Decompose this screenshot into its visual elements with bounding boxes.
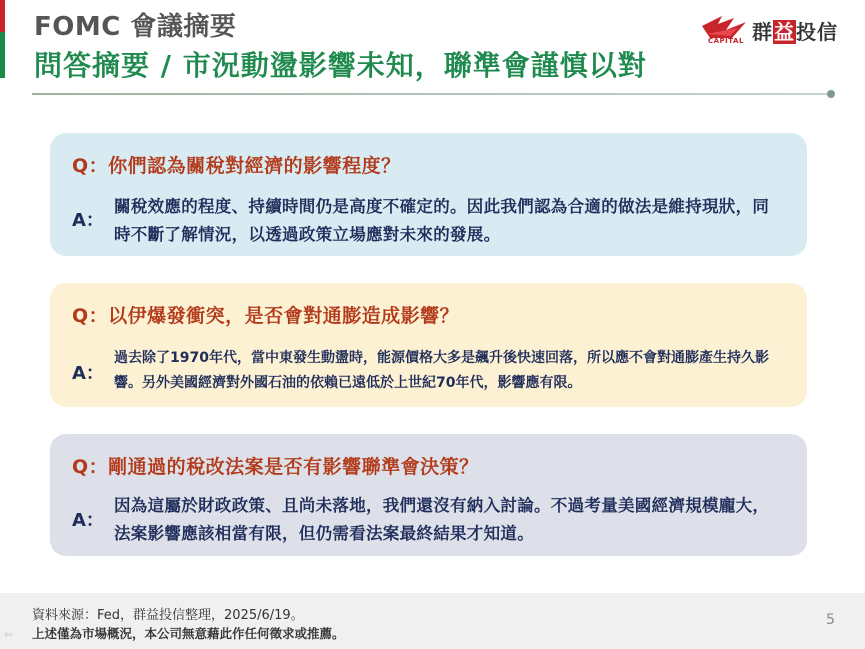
corner-arrow-icon: ⇦ (4, 630, 13, 641)
logo-name-highlight: 益 (774, 20, 795, 44)
question-text: 剛通過的稅改法案是否有影響聯準會決策？ (108, 456, 479, 478)
answer-label: A： (72, 210, 104, 231)
question-prefix: Q： (72, 305, 109, 327)
section-title: FOMC 會議摘要 (34, 12, 237, 42)
question-text: 你們認為關稅對經濟的影響程度？ (108, 155, 401, 177)
page-number: 5 (826, 612, 835, 628)
question-row (72, 452, 479, 479)
title-divider (32, 93, 830, 95)
question-prefix: Q： (72, 456, 109, 478)
qa-card-tax-bill (50, 434, 807, 556)
answer-text: 因為這屬於財政政策、且尚未落地，我們還沒有納入討論。不過考量美國經濟規模龐大，法案影響應該相當有限，但仍需看法案最終結果才知道。 (114, 496, 770, 543)
qa-card-tariffs (50, 133, 807, 256)
answer-text: 關稅效應的程度、持續時間仍是高度不確定的。因此我們認為合適的做法是維持現狀，同時不斷了解情況，以透過政策立場應對未來的發展。 (114, 197, 770, 244)
question-row (72, 151, 401, 178)
qa-card-israel-iran (50, 283, 807, 407)
disclaimer: 上述僅為市場概況，本公司無意藉此作任何徵求或推薦。 (32, 626, 345, 641)
answer-text: 過去除了1970年代，當中東發生動盪時，能源價格大多是飆升後快速回落，所以應不會對通膨產生持久影響。另外美國經濟對外國石油的依賴已遠低於上世紀70年代，影響應有限。 (114, 350, 769, 391)
accent-bar-red (0, 0, 5, 32)
accent-bar-green (0, 32, 5, 78)
logo-name-post: 投信 (796, 20, 838, 44)
question-prefix: Q： (72, 155, 109, 177)
logo-name (752, 16, 838, 45)
answer-label: A： (72, 510, 104, 531)
question-text: 以伊爆發衝突，是否會對通膨造成影響？ (108, 305, 460, 327)
logo-name-pre: 群 (752, 20, 773, 44)
answer-label: A： (72, 363, 104, 384)
source-note: 資料來源：Fed，群益投信整理，2025/6/19。 (32, 608, 304, 623)
question-row (72, 301, 459, 328)
page-title: 問答摘要 / 市況動盪影響未知，聯準會謹慎以對 (34, 49, 647, 82)
company-logo (700, 12, 860, 48)
logo-caption: CAPITAL (708, 37, 744, 45)
divider-end-dot (827, 90, 835, 98)
